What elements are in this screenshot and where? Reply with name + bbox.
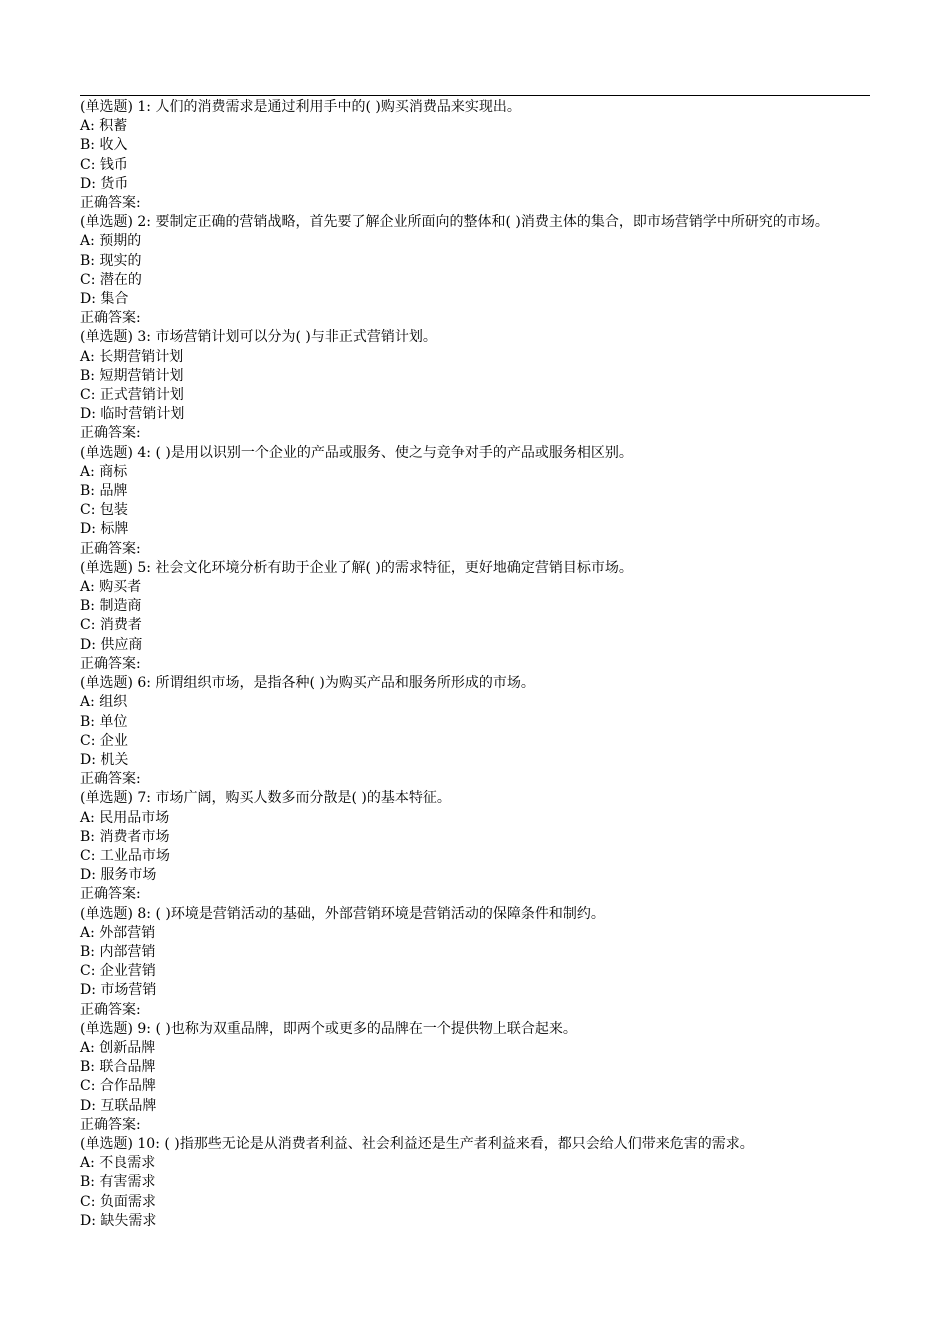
correct-answer-label: 正确答案: (80, 886, 141, 903)
question-list (80, 98, 870, 1231)
answer-option: C: 钱币 (80, 156, 128, 173)
answer-option: D: 供应商 (80, 636, 143, 653)
question-block (80, 789, 870, 904)
answer-option: B: 现实的 (80, 252, 142, 269)
answer-option: B: 品牌 (80, 483, 128, 500)
answer-option: C: 企业营销 (80, 963, 156, 980)
question-block (80, 444, 870, 559)
question-block (80, 98, 870, 213)
answer-option: B: 内部营销 (80, 943, 156, 960)
answer-option: B: 单位 (80, 713, 128, 730)
question-title: (单选题) 9: ( )也称为双重品牌，即两个或更多的品牌在一个提供物上联合起来。 (80, 1020, 577, 1037)
answer-option: C: 负面需求 (80, 1193, 156, 1210)
correct-answer-label: 正确答案: (80, 1001, 141, 1018)
header-rule (80, 95, 870, 96)
answer-option: A: 组织 (80, 694, 128, 711)
answer-option: B: 有害需求 (80, 1174, 156, 1191)
answer-option: D: 互联品牌 (80, 1097, 157, 1114)
question-block (80, 905, 870, 1020)
question-title: (单选题) 4: ( )是用以识别一个企业的产品或服务、使之与竞争对手的产品或服务相区别。 (80, 444, 633, 461)
question-title: (单选题) 3: 市场营销计划可以分为( )与非正式营销计划。 (80, 329, 437, 346)
question-title: (单选题) 10: ( )指那些无论是从消费者利益、社会利益还是生产者利益来看，都只会给人们带来危害的需求。 (80, 1135, 754, 1152)
answer-option: D: 机关 (80, 751, 129, 768)
answer-option: B: 制造商 (80, 598, 142, 615)
answer-option: A: 创新品牌 (80, 1039, 156, 1056)
question-title: (单选题) 5: 社会文化环境分析有助于企业了解( )的需求特征，更好地确定营销目标市场。 (80, 559, 633, 576)
answer-option: B: 短期营销计划 (80, 367, 184, 384)
answer-option: A: 长期营销计划 (80, 348, 184, 365)
answer-option: A: 不良需求 (80, 1155, 156, 1172)
answer-option: C: 工业品市场 (80, 847, 170, 864)
answer-option: D: 标牌 (80, 521, 129, 538)
answer-option: C: 潜在的 (80, 271, 142, 288)
answer-option: B: 消费者市场 (80, 828, 170, 845)
answer-option: D: 市场营销 (80, 982, 157, 999)
question-block (80, 328, 870, 443)
correct-answer-label: 正确答案: (80, 540, 141, 557)
answer-option: D: 临时营销计划 (80, 406, 185, 423)
correct-answer-label: 正确答案: (80, 1116, 141, 1133)
answer-option: B: 收入 (80, 137, 128, 154)
answer-option: A: 积蓄 (80, 118, 128, 135)
answer-option: D: 集合 (80, 291, 129, 308)
answer-option: D: 货币 (80, 175, 129, 192)
correct-answer-label: 正确答案: (80, 771, 141, 788)
question-block (80, 674, 870, 789)
document-page (80, 0, 870, 1344)
answer-option: D: 缺失需求 (80, 1212, 157, 1229)
answer-option: A: 购买者 (80, 579, 142, 596)
answer-option: C: 消费者 (80, 617, 142, 634)
answer-option: C: 合作品牌 (80, 1078, 156, 1095)
question-block (80, 213, 870, 328)
question-block (80, 1020, 870, 1135)
question-title: (单选题) 2: 要制定正确的营销战略，首先要了解企业所面向的整体和( )消费主体的集合，即市场营销学中所研究的市场。 (80, 214, 829, 231)
answer-option: B: 联合品牌 (80, 1059, 156, 1076)
answer-option: A: 民用品市场 (80, 809, 170, 826)
question-title: (单选题) 7: 市场广阔，购买人数多而分散是( )的基本特征。 (80, 790, 451, 807)
answer-option: A: 商标 (80, 463, 128, 480)
question-title: (单选题) 6: 所谓组织市场，是指各种( )为购买产品和服务所形成的市场。 (80, 675, 535, 692)
answer-option: A: 外部营销 (80, 924, 156, 941)
correct-answer-label: 正确答案: (80, 195, 141, 212)
correct-answer-label: 正确答案: (80, 655, 141, 672)
answer-option: D: 服务市场 (80, 867, 157, 884)
correct-answer-label: 正确答案: (80, 425, 141, 442)
answer-option: C: 包装 (80, 502, 128, 519)
question-title: (单选题) 8: ( )环境是营销活动的基础，外部营销环境是营销活动的保障条件和制约。 (80, 905, 605, 922)
answer-option: A: 预期的 (80, 233, 142, 250)
answer-option: C: 企业 (80, 732, 128, 749)
question-title: (单选题) 1: 人们的消费需求是通过利用手中的( )购买消费品来实现出。 (80, 99, 521, 115)
question-block (80, 1135, 870, 1231)
question-block (80, 559, 870, 674)
answer-option: C: 正式营销计划 (80, 387, 184, 404)
correct-answer-label: 正确答案: (80, 310, 141, 327)
